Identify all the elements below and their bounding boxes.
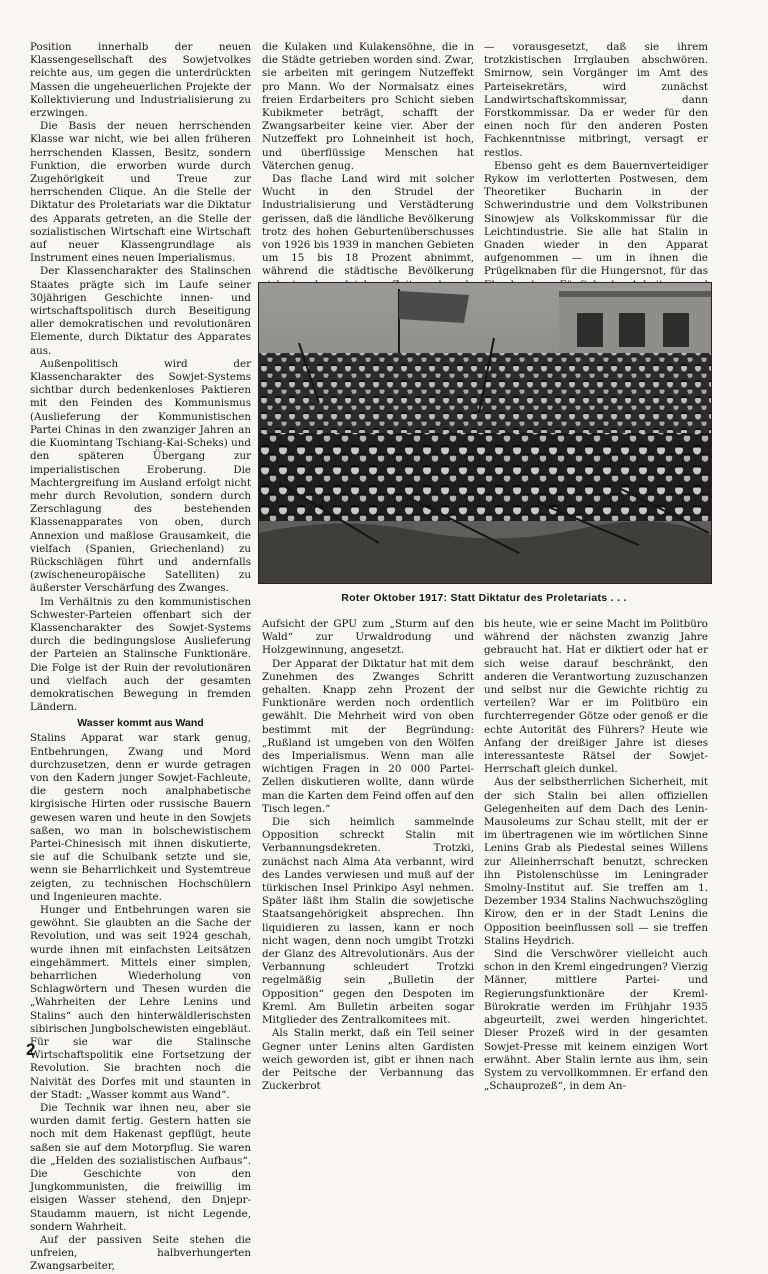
paragraph: Ebenso geht es dem Bauernverteidiger Rykow im verlotterten Postwesen, dem Theoretiker Bucharin in der Schwerindustrie und dem Volkstribunen Sinowjew als Volkskommissar für die Leichtindustrie. Sie alle hat Stalin in Gnaden wieder in den Apparat aufgenommen — um in ihnen die Prügelknaben für die Hungersnot, für das (484, 159, 708, 278)
page-number: 2 (26, 1040, 36, 1059)
paragraph: Sind die Verschwörer vielleicht auch schon in den Kreml eingedrungen? Vierzig Männer, mittlere Partei- und Regierungsfunktionäre der Kreml-Bürokratie werden im Frühjahr 1935 abgeurteilt, zwei werden hingerichtet. Dieser Prozeß wird in der gesamten Sowjet-Presse mit keinem einzigen Wort erwähnt. Aber Stalin lernte aus ihm, sein System zu vervollkommnen. Er erfand den „Schauprozeß“, in dem An- (484, 948, 708, 1093)
paragraph: Hunger und Entbehrungen waren sie gewöhnt. Sie glaubten an die Sache der Revolution, und was seit 1924 geschah, wurde ihnen mit einfachsten Leitsätzen eingehämmert. Mittels einer simplen, beharrlichen Wiederholung von Schlagwörtern und Thesen wurden die „Wahrheiten der Lehre Lenins und Stalins“ auch den hinterwäldlerischsten sibirischen Jungbolschewisten eingebläut. Für sie war die Stalinsche Wirtschaftspolitik eine Fortsetzung der Revolution. Sie brachten noch die Naivität des Dorfes mit und staunten in der Stadt: „Wasser kommt aus Wand“. (30, 904, 251, 1101)
text-column-2 (262, 41, 474, 277)
paragraph: bis heute, wie er seine Macht im Politbüro während der nächsten zwanzig Jahre gebraucht hat. Hat er diktiert oder hat er sich weise darauf beschränkt, den anderen die Verantwortung zuzuschanzen und selbst nur die Gewichte richtig zu verteilen? War er im Politbüro ein furchterregender Götze oder genoß er die echte Autorität des Führers? Heute wie Anfang der dreißiger Jahre ist dieses interessanteste Rätsel der Sowjet-Herrschaft gleich dunkel. (484, 618, 708, 776)
paragraph: Das flache Land wird mit solcher Wucht in den Strudel der Industrialisierung und Verstädterung gerissen, daß die ländliche Bevölkerung trotz des hohen Geburtenüberschusses von 1926 bis 1939 in manchen Gebieten um 15 bis 18 Prozent abnimmt, während die städtische Bevölkerung (262, 173, 474, 278)
paragraph: Auf der passiven Seite stehen die unfreien, halbverhungerten Zwangsarbeiter, (30, 1234, 251, 1273)
text-column-5 (484, 618, 708, 1093)
photo-caption: Roter Oktober 1917: Statt Diktatur des Proletariats . . . (341, 592, 627, 604)
paragraph: Aus der selbstherrlichen Sicherheit, mit der sich Stalin bei allen offiziellen Gelegenheiten auf dem Dach des Lenin-Mausoleums zur Schau stellt, mit der er im übertragenen wie im wörtlichen Sinne Lenins Grab als Piedestal seines Willens zur Alleinherrschaft benutzt, schrecken ihn Pistolenschüsse im Leningrader Smolny-Institut auf. Sie treffen am 1. Dezember 1934 Stalins Nachwuchszögling Kirow, den er in der Stadt Lenins die Opposition beeinflussen soll — sie treffen Stalins Heydrich. (484, 776, 708, 947)
paragraph: Außenpolitisch wird der Klassencharakter des Sowjet-Systems sichtbar durch bedenkenloses Paktieren mit den Feinden des Kommunismus (Auslieferung der Kommunistischen Partei Chinas in den zwanziger Jahren an die Kuomintang Tschiang-Kai-Scheks) und den späteren Übergang zur imperialistischen Eroberung. Die Machtergreifung im Ausland erfolgt nicht mehr durch Revolution, sondern durch Zerschlagung des bestehenden Klassenapparates von oben, durch Annexion und maßlose Grausamkeit, die vielfach (Spanien, Griechenland) zu Rückschlägen führt und andernfalls (zwischeneuropäische Satelliten) zu äußerster Verschärfung des Zwanges. (30, 357, 251, 595)
paragraph: Die Technik war ihnen neu, aber sie wurden damit fertig. Gestern hatten sie noch mit dem Hakenast gepflügt, heute saßen sie auf dem Motorpflug. Sie waren die „Helden des sozialistischen Aufbaus“. Die Geschichte von den Jungkommunisten, die freiwillig im eisigen Wasser stehend, den Dnjepr-Staudamm mauern, ist nicht Legende, sondern Wahrheit. (30, 1102, 251, 1233)
paragraph: Als Stalin merkt, daß ein Teil seiner Gegner unter Lenins alten Gardisten weich geworden ist, gibt er ihnen nach der Peitsche der Verbannung das Zuckerbrot (262, 1027, 474, 1093)
text-column-4 (262, 618, 474, 1093)
text-column-3 (484, 41, 708, 277)
historical-photo (258, 282, 712, 584)
paragraph: Der Klassencharakter des Stalinschen Staates prägte sich im Laufe seiner 30jährigen Geschichte innen- und wirtschaftspolitisch durch Beseitigung aller demokratischen und revolutionären Elemente, durch Diktatur des Apparates aus. (30, 265, 251, 357)
paragraph: Position innerhalb der neuen Klassengesellschaft des Sowjetvolkes reichte aus, um gegen die unterdrückten Massen die ungeheuerlichen Projekte der Kollektivierung und Industrialisierung zu erzwingen. (30, 41, 251, 120)
paragraph: Die Basis der neuen herrschenden Klasse war nicht, wie bei allen früheren herrschenden Klassen, Besitz, sondern Funktion, die erworben wurde durch Zugehörigkeit und Treue zur herrschenden Clique. An die Stelle der Diktatur des Proletariats war die Diktatur des Apparats getreten, an die Stelle der sozialistischen Wirtschaft eine Wirtschaft auf neuer Klassengrundlage als Instrument eines neuen Imperialismus. (30, 120, 251, 265)
paragraph: Die sich heimlich sammelnde Opposition schreckt Stalin mit Verbannungsdekreten. Trotzki, zunächst nach Alma Ata verbannt, wird des Landes verwiesen und muß auf der türkischen Insel Prinkipo Asyl nehmen. Später läßt ihm Stalin die sowjetische Staatsangehörigkeit absprechen. Ihn liquidieren zu lassen, kann er noch nicht wagen, denn noch umgibt Trotzki der Glanz des Altrevolutionärs. Aus der Verbannung schleudert Trotzki regelmäßig sein „Bulletin der Opposition“ gegen den Despoten im Kreml. Am Bulletin arbeiten sogar Mitglieder des Zentralkomitees mit. (262, 816, 474, 1027)
paragraph: — vorausgesetzt, daß sie ihrem trotzkistischen Irrglauben abschwören. Smirnow, sein Vorgänger im Amt des Parteisekretärs, wird zunächst Landwirtschaftskommissar, dann Forstkommissar. Da er weder für den einen noch für den anderen Posten Fachkenntnisse mitbringt, versagt er restlos. (484, 41, 708, 159)
paragraph: Im Verhältnis zu den kommunistischen Schwester-Parteien offenbart sich der Klassencharakter des Sowjet-Systems durch die bedingungslose Auslieferung der Parteien an Stalinsche Funktionäre. Die Folge ist der Ruin der revolutionären und vielfach auch der gesamten demokratischen Bewegung in fremden Ländern. (30, 595, 251, 714)
text-column-1 (30, 41, 251, 1273)
paragraph: die Kulaken und Kulakensöhne, die in die Städte getrieben worden sind. Zwar, sie arbeiten mit geringem Nutzeffekt pro Mann. Wo der Normalsatz eines freien Erdarbeiters pro Schicht sieben Kubikmeter beträgt, schafft der Zwangsarbeiter keine vier. Aber der Nutzeffekt pro Lohneinheit ist hoch, und überflüssige Menschen hat Väterchen genug. (262, 41, 474, 172)
paragraph: Stalins Apparat war stark genug, Entbehrungen, Zwang und Mord durchzusetzen, denn er wurde getragen von den Kadern junger Sowjet-Fachleute, die gestern noch analphabetische kirgisische Hirten oder russische Bauern gewesen waren und heute in den Sowjets saßen, wo man in bolschewistischem Partei-Chinesisch mit ihnen diskutierte, sie auf die Schulbank setzte und sie, wenn sie Beharrlichkeit und Systemtreue zeigten, zu technischen Hochschülern und Ingenieuren machte. (30, 732, 251, 903)
paragraph: Aufsicht der GPU zum „Sturm auf den Wald“ zur Urwaldrodung und Holzgewinnung, angesetzt. (262, 618, 474, 657)
section-heading: Wasser kommt aus Wand (77, 717, 204, 730)
paragraph: Der Apparat der Diktatur hat mit dem Zunehmen des Zwanges Schritt gehalten. Knapp zehn Prozent der Funktionäre werden noch ordentlich gewählt. Die Mehrheit wird von oben bestimmt mit der Begründung: „Rußland ist umgeben von den Wölfen des Imperialismus. Wenn man alle wichtigen Fragen in 20 000 Partei-Zellen diskutieren wollte, dann würde man die Karten dem Feind offen auf den Tisch legen.“ (262, 657, 474, 815)
